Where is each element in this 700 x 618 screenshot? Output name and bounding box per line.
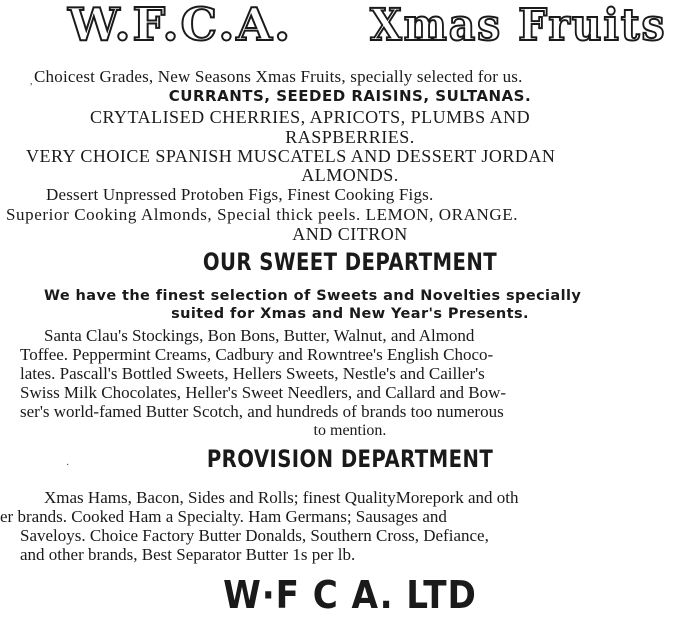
- sweets-heading: OUR SWEET DEPARTMENT: [202, 248, 498, 276]
- sweets-para-line-5: ser's world-famed Butter Scotch, and hundreds of brands too numerous: [20, 402, 504, 421]
- print-speck: ·: [66, 460, 70, 471]
- fruits-muscatels-line: VERY CHOICE SPANISH MUSCATELS AND DESSERT JORDAN: [26, 146, 556, 166]
- sweets-para-line-1: Santa Clau's Stockings, Bon Bons, Butter, Walnut, and Almond: [44, 326, 475, 345]
- fruits-peels-line: Superior Cooking Almonds, Special thick peels. LEMON, ORANGE.: [6, 205, 519, 224]
- provisions-para-line-1: Xmas Hams, Bacon, Sides and Rolls; finest QualityMorepork and oth: [44, 488, 519, 507]
- sweets-lead-line-1: We have the finest selection of Sweets and Novelties specially: [44, 288, 582, 304]
- sweets-para-line-6: to mention.: [313, 422, 387, 439]
- sweets-para-line-4: Swiss Milk Chocolates, Heller's Sweet Needlers, and Callard and Bow-: [20, 383, 507, 402]
- sweets-para-line-2: Toffee. Peppermint Creams, Cadbury and Rowntree's English Choco-: [20, 345, 494, 364]
- fruits-raspberries-line: RASPBERRIES.: [285, 127, 415, 147]
- sweets-para-line-3: lates. Pascall's Bottled Sweets, Hellers Sweets, Nestle's and Cailler's: [20, 364, 485, 383]
- header-left-title: W.F.C.A.: [68, 0, 293, 51]
- fruits-almonds-line: ALMONDS.: [301, 165, 399, 185]
- sweets-lead-line-2: suited for Xmas and New Year's Presents.: [171, 306, 529, 322]
- print-speck: ,: [30, 76, 33, 87]
- provisions-para-line-4: and other brands, Best Separator Butter 1s per lb.: [20, 545, 356, 564]
- fruits-figs-line: Dessert Unpressed Protoben Figs, Finest Cooking Figs.: [46, 185, 434, 204]
- footer-logo: W·F C A. LTD: [223, 573, 477, 617]
- provisions-para-line-3: Saveloys. Choice Factory Butter Donalds, Southern Cross, Defiance,: [20, 526, 489, 545]
- fruits-citron-line: AND CITRON: [292, 224, 408, 244]
- fruits-crystalised-line: CRYTALISED CHERRIES, APRICOTS, PLUMBS AND: [90, 107, 531, 127]
- header-right-title: Xmas Fruits: [370, 0, 667, 51]
- provisions-para-line-2: er brands. Cooked Ham a Specialty. Ham Germans; Sausages and: [0, 507, 447, 526]
- provisions-heading: PROVISION DEPARTMENT: [206, 445, 494, 473]
- fruits-currants-line: CURRANTS, SEEDED RAISINS, SULTANAS.: [168, 87, 532, 105]
- fruits-intro: Choicest Grades, New Seasons Xmas Fruits, specially selected for us.: [34, 67, 523, 86]
